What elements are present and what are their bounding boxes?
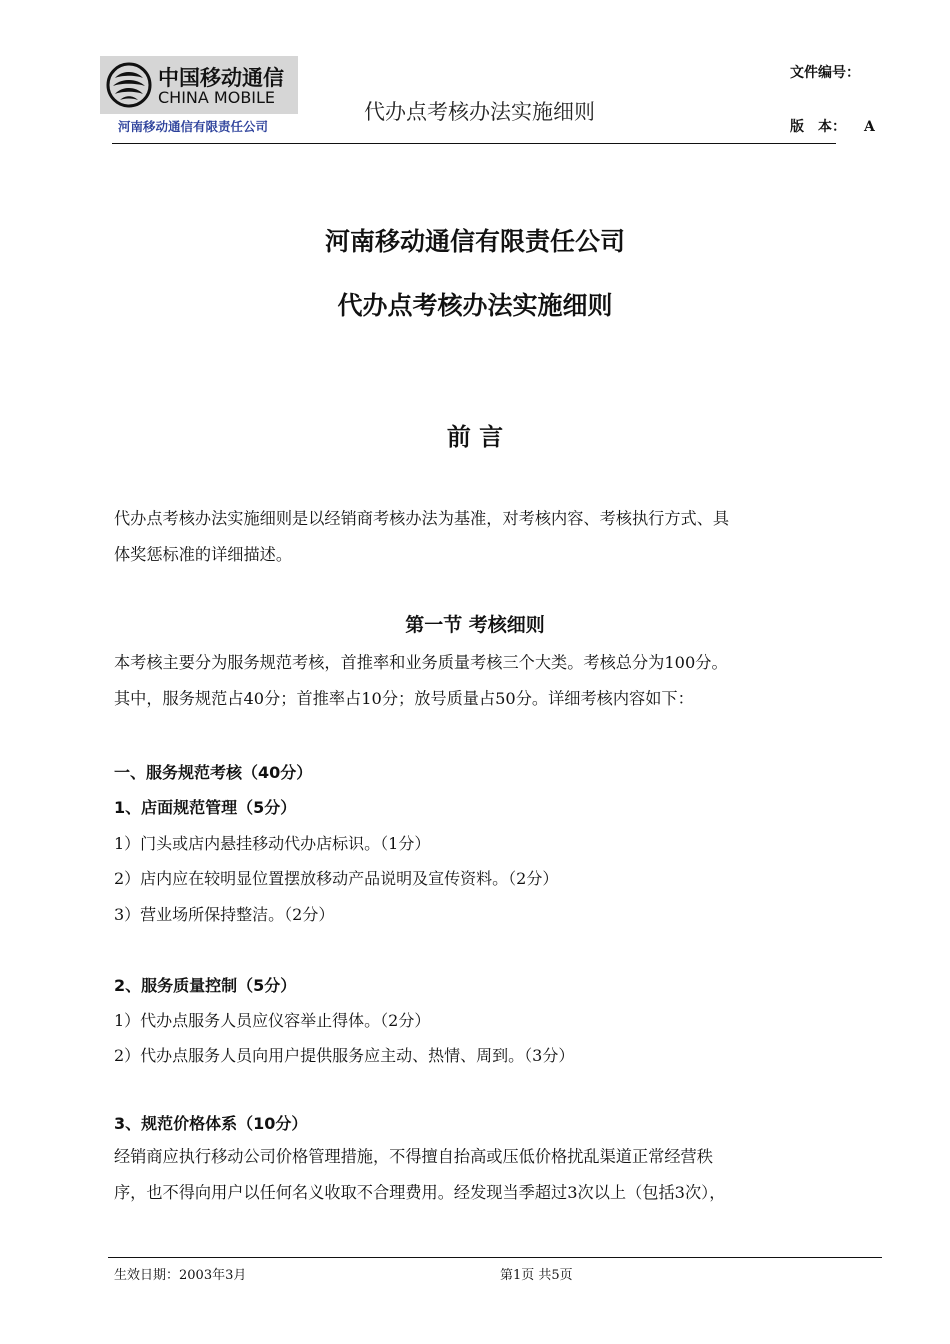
china-mobile-logo-icon — [106, 62, 152, 108]
sub-3-paragraph — [114, 1139, 842, 1211]
sub-2-heading: 2、服务质量控制（5分） — [114, 976, 297, 995]
logo-chinese-text: 中国移动通信 — [158, 66, 284, 90]
version-row — [790, 116, 875, 136]
logo-english-text: CHINA MOBILE — [158, 88, 276, 107]
intro-line-2: 其中，服务规范占40分；首推率占10分；放号质量占50分。详细考核内容如下： — [114, 689, 694, 708]
main-title-document: 代办点考核办法实施细则 — [337, 291, 613, 320]
sub-2-item-2: 2）代办点服务人员向用户提供服务应主动、热情、周到。（3分） — [114, 1046, 575, 1065]
sub-1-heading: 1、店面规范管理（5分） — [114, 798, 297, 817]
sub-1-item-2: 2）店内应在较明显位置摆放移动产品说明及宣传资料。（2分） — [114, 869, 559, 888]
sub-3-line-1: 经销商应执行移动公司价格管理措施，不得擅自抬高或压低价格扰乱渠道正常经营秩 — [114, 1147, 713, 1166]
china-mobile-logo — [100, 56, 298, 114]
preface-paragraph — [114, 501, 842, 573]
document-number-label: 文件编号： — [790, 65, 860, 81]
sub-1-item-1: 1）门头或店内悬挂移动代办店标识。（1分） — [114, 834, 431, 853]
sub-3-line-2: 序，也不得向用户以任何名义收取不合理费用。经发现当季超过3次以上（包括3次）， — [114, 1183, 726, 1202]
footer-page-number: 第1页 共5页 — [500, 1268, 573, 1283]
version-value: A — [864, 119, 875, 135]
sub-1-item-3: 3）营业场所保持整洁。（2分） — [114, 905, 335, 924]
preface-heading: 前 言 — [446, 423, 504, 451]
main-title-company: 河南移动通信有限责任公司 — [324, 227, 625, 256]
header-document-title: 代办点考核办法实施细则 — [364, 100, 595, 124]
section-1-intro — [114, 645, 842, 717]
footer-divider — [108, 1257, 882, 1258]
header-divider — [112, 143, 836, 144]
footer-effective-date: 生效日期：2003年3月 — [114, 1268, 247, 1283]
sub-2-item-1: 1）代办点服务人员应仪容举止得体。（2分） — [114, 1011, 431, 1030]
preface-line-1: 代办点考核办法实施细则是以经销商考核办法为基准，对考核内容、考核执行方式、具 — [114, 509, 730, 528]
company-name-small: 河南移动通信有限责任公司 — [118, 119, 269, 134]
version-label: 版 本： — [790, 119, 846, 135]
part-1-heading: 一、服务规范考核（40分） — [114, 763, 313, 782]
sub-3-heading: 3、规范价格体系（10分） — [114, 1114, 308, 1133]
section-1-title: 第一节 考核细则 — [405, 614, 545, 636]
preface-line-2: 体奖惩标准的详细描述。 — [114, 545, 293, 564]
intro-line-1: 本考核主要分为服务规范考核，首推率和业务质量考核三个大类。考核总分为100分。 — [114, 653, 728, 672]
